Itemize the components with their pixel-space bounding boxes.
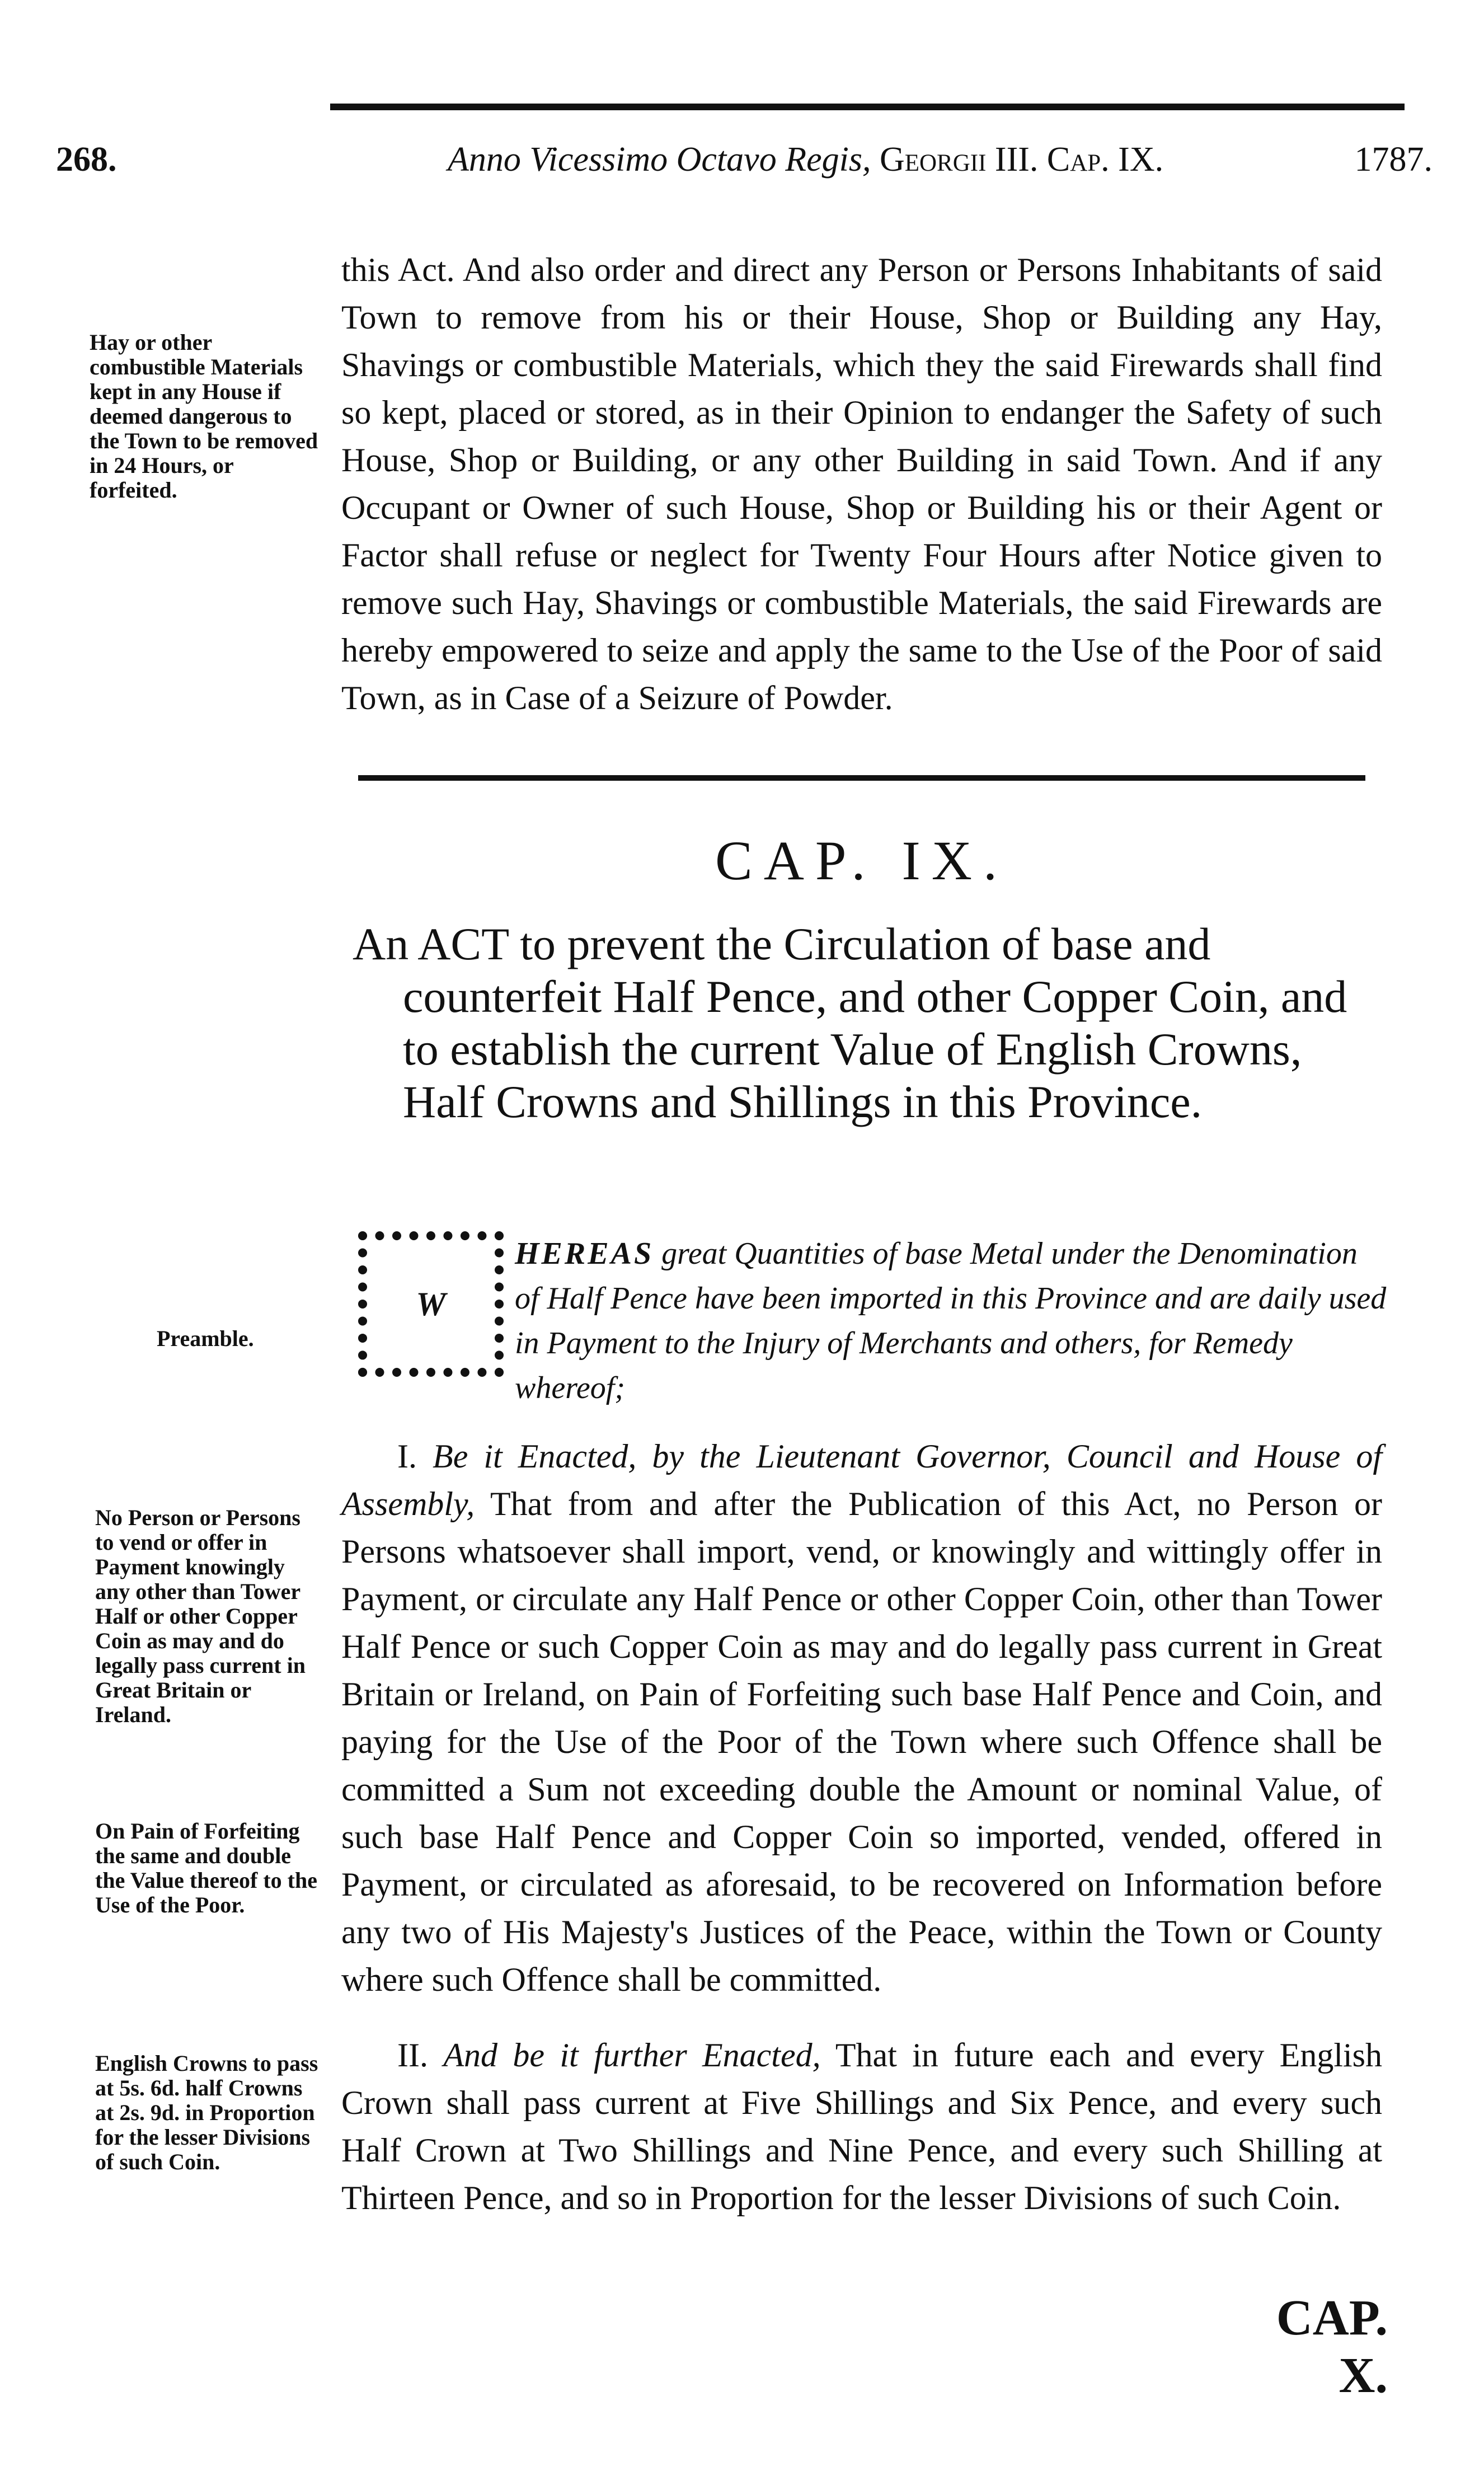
top-paragraph-text: this Act. And also order and direct any Person or Persons Inhabitants of said Town to remove from his or their House, Shop or Building any Hay, Shavings or combustible Materials, which they the said Firewards shall find so kept, placed or stored, as in their Opinion to endanger the Safety of such House, Shop or Building, or any other Building in said Town. And if any Occupant or Owner of such House, Shop or Building his or their Agent or Factor shall refuse or neglect for Twenty Four Hours after Notice given to remove such Hay, Shavings or combustible Materials, the said Firewards are hereby empowered to seize and apply the same to the Use of the Poor of said Town, as in Case of a Seizure of Powder.	[341, 251, 1382, 716]
running-title-italic: Anno Vicessimo Octavo Regis,	[448, 140, 871, 179]
preamble-lead-caps: HEREAS	[515, 1236, 654, 1271]
section-one	[341, 1433, 1382, 2004]
running-title	[448, 140, 1163, 180]
section-one-enacting: Be it Enacted, by the Lieutenant Governor, Council and House of Assembly,	[341, 1438, 1383, 1522]
running-header	[56, 140, 1433, 190]
running-title-caps: Georgii III. Cap. IX.	[879, 140, 1164, 179]
top-paragraph	[341, 246, 1382, 722]
act-title-rest: counterfeit Half Pence, and other Copper Coin, and to establish the current Value of English Crowns, Half Crowns and Shillings in this Province.	[403, 971, 1347, 1127]
section-one-text: That from and after the Publication of this Act, no Person or Persons whatsoever shall import, vend, or knowingly and wittingly offer in Payment, or circulate any Half Pence or other Copper Coin, other than Tower Half Pence or such Copper Coin as may and do legally pass current in Great Britain or Ireland, on Pain of Forfeiting such base Half Pence and Coin, and paying for the Use of the Poor of the Town where such Offence shall be committed a Sum not exceeding double the Amount or nominal Value, of such base Half Pence and Copper Coin so imported, vended, offered in Payment, or circulated as aforesaid, to be recovered on Information before any two of His Majesty's Justices of the Peace, within the Town or County where such Offence shall be committed.	[341, 1485, 1382, 1998]
year: 1787.	[1354, 140, 1433, 179]
page-number: 268.	[56, 140, 117, 179]
header-top-rule	[330, 104, 1405, 110]
margin-note-no-person: No Person or Persons to vend or offer in Payment knowingly any other than Tower Half or other Copper Coin as may and do legally pass current in Great Britain or Ireland.	[95, 1505, 306, 1727]
section-two-paragraph	[341, 2032, 1382, 2222]
act-title	[353, 918, 1382, 1128]
margin-note-on-pain: On Pain of Forfeiting the same and double the Value thereof to the Use of the Poor.	[95, 1818, 317, 1917]
margin-note-crowns: English Crowns to pass at 5s. 6d. half Crowns at 2s. 9d. in Proportion for the lesser Divisions of such Coin.	[95, 2051, 318, 2174]
section-divider	[358, 775, 1365, 781]
preamble-text	[515, 1231, 1388, 1410]
catchword: CAP. X.	[1276, 2290, 1388, 2403]
act-title-first-line: An ACT to prevent the Circulation of base and	[353, 918, 1211, 969]
ornamental-dropcap	[358, 1231, 504, 1377]
section-two-numeral: II.	[397, 2037, 428, 2074]
section-one-paragraph	[341, 1433, 1382, 2004]
margin-note-hay: Hay or other combustible Materials kept in any House if deemed dangerous to the Town to be removed in 24 Hours, or forfeited.	[90, 330, 318, 503]
margin-note-preamble: Preamble.	[157, 1326, 254, 1351]
preamble-body: great Quantities of base Metal under the Denomination of Half Pence have been imported in this Province and are daily used in Payment to the Injury of Merchants and others, for Remedy whereof;	[515, 1236, 1387, 1405]
section-two-text: That in future each and every English Crown shall pass current at Five Shillings and Six Pence, and every such Half Crown at Two Shillings and Nine Pence, and every such Shilling at Thirteen Pence, and so in Proportion for the lesser Divisions of such Coin.	[341, 2037, 1383, 2216]
section-one-numeral: I.	[397, 1438, 417, 1475]
section-two-enacting: And be it further Enacted,	[443, 2037, 821, 2074]
section-two	[341, 2032, 1382, 2222]
chapter-heading: CAP. IX.	[715, 829, 1008, 892]
dropcap-letter: W	[416, 1285, 446, 1323]
